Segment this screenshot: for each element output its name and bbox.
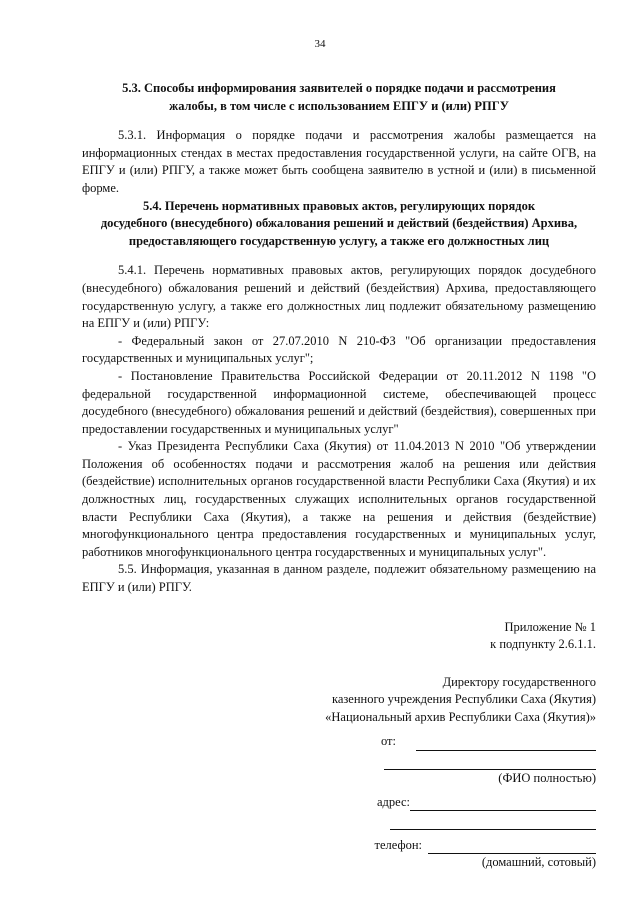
heading-5-3-line2: жалобы, в том числе с использованием ЕПГУ и (или) РПГУ: [169, 98, 509, 113]
heading-5-4-line3: предоставляющего государственную услугу, а также его должностных лиц: [128, 233, 550, 248]
address-label: адрес:: [376, 794, 410, 809]
heading-5-3-line1: 5.3. Способы информирования заявителей о порядке подачи и рассмотрения: [122, 81, 556, 95]
phone-field: [82, 830, 596, 854]
paragraph-5-4-1: 5.4.1. Перечень нормативных правовых актов, регулирующих порядок досудебного (внесудебного) обжалования решений и действий (бездействия) Архива, предоставляющего государственную услугу, а также его должностных лиц подлежит обязательному размещению на ЕПГУ и (или) РПГУ:: [82, 263, 596, 331]
address-input-line[interactable]: [410, 795, 596, 811]
fio-note: (ФИО полностью): [498, 770, 596, 785]
from-input-line[interactable]: [416, 735, 596, 751]
page-number: 34: [314, 38, 326, 50]
address-input-line-2[interactable]: [390, 811, 596, 830]
from-field: [82, 727, 596, 751]
law-item-1: - Федеральный закон от 27.07.2010 N 210-ФЗ "Об организации предоставления государственных и муниципальных услуг";: [82, 333, 596, 366]
law-item-2: - Постановление Правительства Российской Федерации от 20.11.2012 N 1198 "О федеральной государственной информационной системе, обеспечивающей процесс досудебного (внесудебного) обжалования решений и действий (бездействия), совершенных при предоставлении государственных и муниципальных услуг": [82, 368, 596, 436]
heading-5-4-line1: 5.4. Перечень нормативных правовых актов, регулирующих порядок: [142, 198, 536, 213]
law-item-3: - Указ Президента Республики Саха (Якутия) от 11.04.2013 N 2010 "Об утверждении Положения об особенностях подачи и рассмотрения жалоб на решения или действия (бездействие) исполнительных органов государственной власти Республики Саха (Якутия) и их должностных лиц, государственных служащих исполнительных органов государственной власти Республики Саха (Якутия), а также на решения и действия (бездействие) многофункционального центра предоставления государственных и муниципальных услуг, работников многофункционального центра государственных и муниципальных услуг".: [82, 439, 596, 559]
heading-5-4-line2: досудебного (внесудебного) обжалования решений и действий (бездействия) Архива,: [100, 216, 578, 231]
address-field: [82, 787, 596, 811]
addressee-line1: Директору государственного: [442, 674, 596, 689]
paragraph-5-3-1: 5.3.1. Информация о порядке подачи и рассмотрения жалобы размещается на информационных стендах в местах предоставления государственной услуги, на сайте ОГВ, на ЕПГУ и (или) РПГУ, а также может быть сообщена заявителю в устной и (или) в письменной форме.: [82, 128, 596, 195]
addressee-line3: «Национальный архив Республики Саха (Якутия)»: [325, 710, 596, 724]
phone-note: (домашний, сотовый): [481, 855, 596, 870]
paragraph-5-5: 5.5. Информация, указанная в данном разделе, подлежит обязательному размещению на ЕПГУ и (или) РПГУ.: [82, 562, 596, 595]
from-label: от:: [380, 734, 396, 748]
appendix-ref: к подпункту 2.6.1.1.: [490, 637, 596, 652]
document-body: [82, 80, 596, 872]
phone-input-line[interactable]: [428, 838, 596, 854]
phone-label: телефон:: [374, 837, 422, 852]
from-input-line-2[interactable]: [384, 751, 596, 770]
addressee-line2: казенного учреждения Республики Саха (Якутия): [331, 692, 596, 707]
appendix-title: Приложение № 1: [504, 619, 596, 634]
